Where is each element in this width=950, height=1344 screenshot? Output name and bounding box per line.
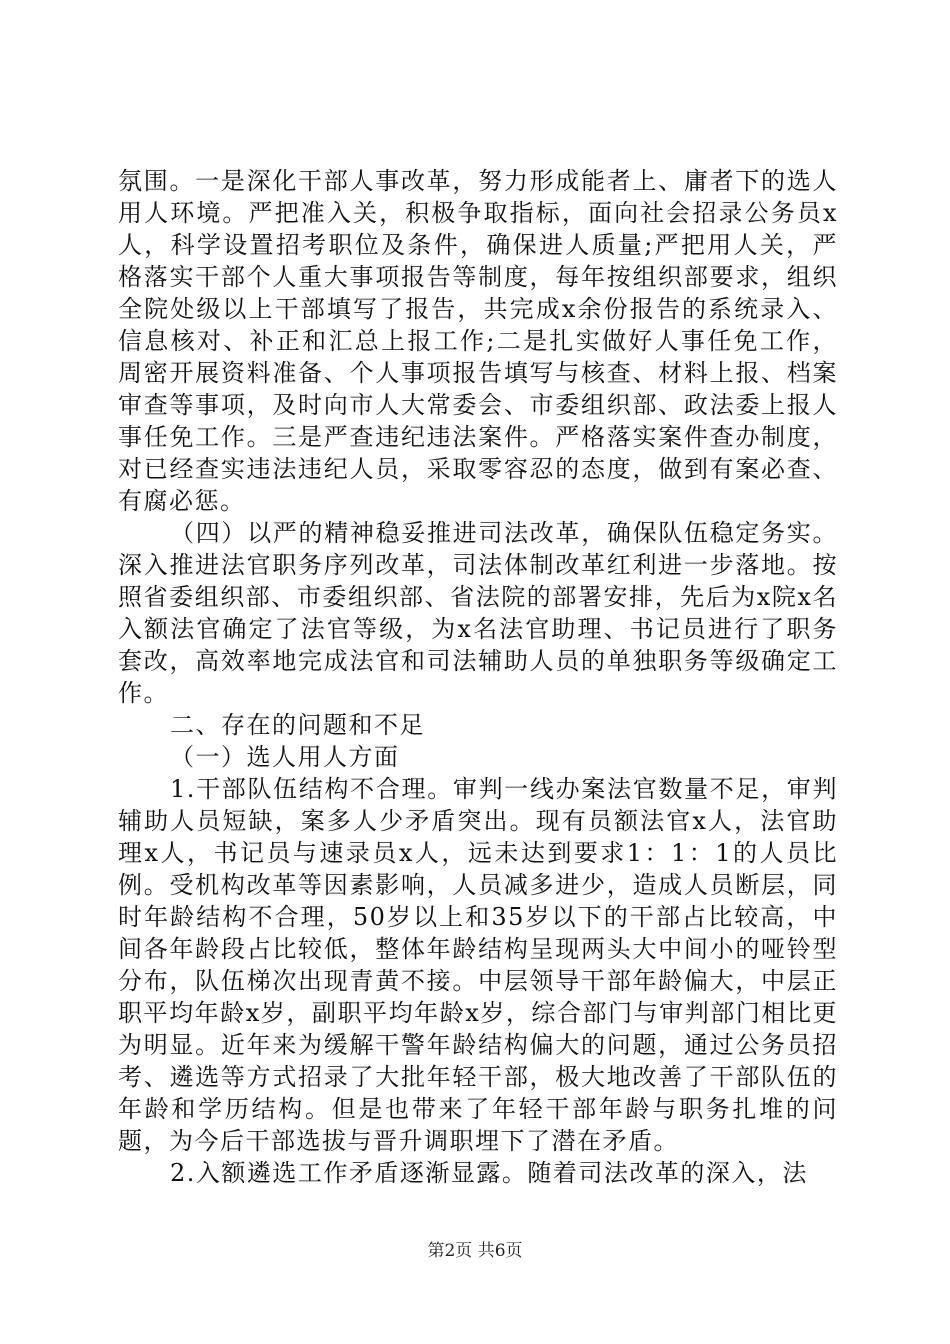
page-footer: 第2页 共6页: [427, 1241, 523, 1261]
paragraph-quota-selection: 2.入额遴选工作矛盾逐渐显露。随着司法改革的深入，法: [170, 1159, 808, 1187]
paragraph-judicial-reform: （四）以严的精神稳妥推进司法改革，确保队伍稳定务实。深入推进法官职务序列改革，司法体制改革红利进一步落地。按照省委组织部、市委组织部、省法院的部署安排，先后为x院x名入额法官确定了法官等级，为x名法官助理、书记员进行了职务套改，高效率地完成法官和司法辅助人员的单独职务等级确定工作。: [118, 519, 838, 707]
paragraph-personnel-reform: 氛围。一是深化干部人事改革，努力形成能者上、庸者下的选人用人环境。严把准入关，积极争取指标，面向社会招录公务员x人，科学设置招考职位及条件，确保进人质量;严把用人关，严格落实干部个人重大事项报告等制度，每年按组织部要求，组织全院处级以上干部填写了报告，共完成x余份报告的系统录入、信息核对、补正和汇总上报工作;二是扎实做好人事任免工作，周密开展资料准备、个人事项报告填写与核查、材料上报、档案审查等事项，及时向市人大常委会、市委组织部、政法委上报人事任免工作。三是严查违纪违法案件。严格落实案件查办制度，对已经查实违法违纪人员，采取零容忍的态度，做到有案必查、有腐必惩。: [118, 167, 838, 515]
subsection-heading-selection: （一）选人用人方面: [170, 743, 400, 771]
document-body: [118, 165, 838, 1189]
section-heading-problems: 二、存在的问题和不足: [170, 711, 425, 739]
paragraph-cadre-structure: 1.干部队伍结构不合理。审判一线办案法官数量不足，审判辅助人员短缺，案多人少矛盾突出。现有员额法官x人，法官助理x人，书记员与速录员x人，远未达到要求1：1：1的人员比例。受机构改革等因素影响，人员减多进少，造成人员断层，同时年龄结构不合理，50岁以上和35岁以下的干部占比较高，中间各年龄段占比较低，整体年龄结构呈现两头大中间小的哑铃型分布，队伍梯次出现青黄不接。中层领导干部年龄偏大，中层正职平均年龄x岁，副职平均年龄x岁，综合部门与审判部门相比更为明显。近年来为缓解干警年龄结构偏大的问题，通过公务员招考、遴选等方式招录了大批年轻干部，极大地改善了干部队伍的年龄和学历结构。但是也带来了年轻干部年龄与职务扎堆的问题，为今后干部选拔与晋升调职埋下了潜在矛盾。: [118, 775, 838, 1155]
